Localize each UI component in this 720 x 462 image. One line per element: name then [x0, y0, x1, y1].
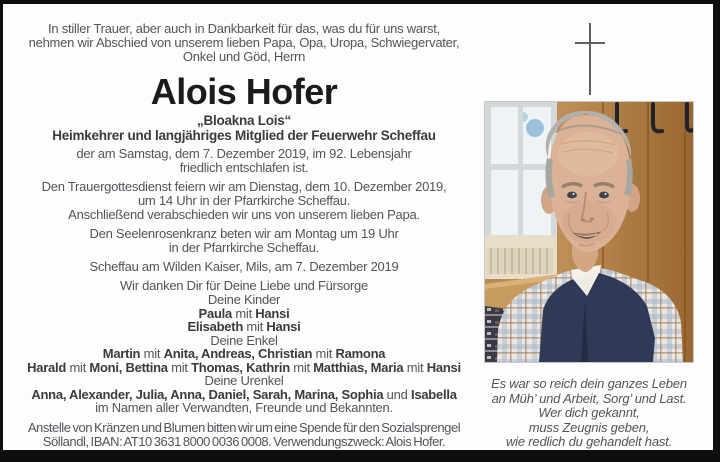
- service-paragraph: [16, 180, 472, 222]
- text-line: Anschließend verabschieden wir uns von unserem lieben Papa.: [68, 207, 420, 222]
- intro-line: In stiller Trauer, aber auch in Dankbarkeit für das, was du für uns warst,: [48, 21, 440, 36]
- verse-line: wie redlich du gehandelt hast.: [505, 434, 672, 449]
- verse-line: Es war so reich dein ganzes Leben: [491, 376, 687, 391]
- family-label-grandchildren: Deine Enkel: [210, 332, 278, 348]
- family-list: [16, 293, 472, 415]
- portrait-photo: [485, 102, 693, 362]
- verse-line: muss Zeugnis geben,: [528, 419, 650, 435]
- text-line: Den Trauergottesdienst feiern wir am Dienstag, dem 10. Dezember 2019,: [41, 179, 447, 194]
- family-line: Harald mit Moni, Bettina mit Thomas, Kathrin mit Matthias, Maria mit Hansi: [27, 359, 461, 375]
- family-line: Paula mit Hansi: [198, 305, 290, 321]
- text-line: in der Pfarrkirche Scheffau.: [168, 240, 320, 255]
- intro-line: nehmen wir Abschied von unserem lieben Papa, Opa, Uropa, Schwiegervater,: [28, 35, 460, 50]
- honorific-line: Heimkehrer und langjähriges Mitglied der Feuerwehr Scheffau: [52, 128, 436, 143]
- rosary-paragraph: [16, 227, 472, 255]
- family-label-children: Deine Kinder: [207, 292, 281, 307]
- family-line: Martin mit Anita, Andreas, Christian mit Ramona: [102, 346, 386, 361]
- dateline: Scheffau am Wilden Kaiser, Mils, am 7. Dezember 2019: [89, 259, 399, 274]
- intro-paragraph: [16, 22, 472, 64]
- thanks-line: Wir danken Dir für Deine Liebe und Fürsorge: [120, 278, 368, 293]
- text-line: friedlich entschlafen ist.: [179, 160, 309, 175]
- text-line: um 14 Uhr in der Pfarrkirche Scheffau.: [137, 193, 351, 208]
- intro-line: Onkel und Göd, Herrn: [182, 49, 306, 64]
- portrait-illustration: [485, 102, 693, 362]
- verse-line: Wer dich gekannt,: [538, 405, 640, 420]
- family-line: Elisabeth mit Hansi: [187, 319, 301, 334]
- cross-icon: [572, 20, 608, 98]
- deceased-name: Alois Hofer: [150, 71, 338, 112]
- text-line: Den Seelenrosenkranz beten wir am Montag um 19 Uhr: [89, 226, 399, 241]
- family-label-great-grandchildren: Deine Urenkel: [204, 373, 284, 388]
- text-line: Anstelle von Kränzen und Blumen bitten wir um eine Spende für den Sozialsprengel: [27, 419, 461, 435]
- family-line: Anna, Alexander, Julia, Anna, Daniel, Sarah, Marina, Sophia und Isabella: [31, 386, 457, 402]
- donation-paragraph: [16, 421, 472, 449]
- deceased-nickname: „Bloakna Lois“: [196, 113, 292, 128]
- text-line: Söllandl, IBAN: AT10 3631 8000 0036 0008. Verwendungszweck: Alois Hofer.: [42, 433, 446, 449]
- family-closing-line: im Namen aller Verwandten, Freunde und Bekannten.: [95, 400, 393, 415]
- verse-line: an Müh’ und Arbeit, Sorg’ und Last.: [491, 390, 687, 406]
- passing-paragraph: [16, 147, 472, 175]
- notice-text-column: [16, 22, 472, 449]
- text-line: der am Samstag, dem 7. Dezember 2019, im 92. Lebensjahr: [76, 146, 412, 161]
- memorial-verse: [477, 377, 701, 450]
